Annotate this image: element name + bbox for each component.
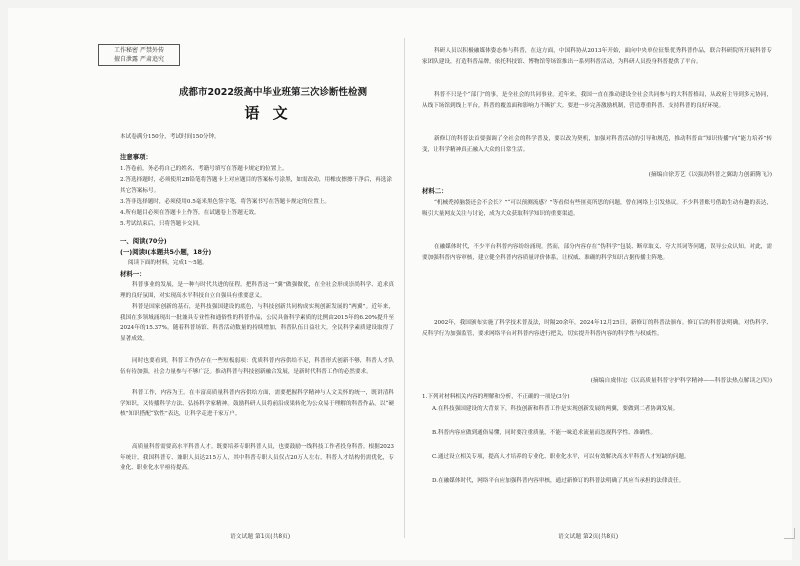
page-left (8, 8, 400, 560)
page-divider (404, 38, 405, 538)
source-citation: (摘编自徐芳艺《以强劲科普之翼助力创新腾飞》) (648, 172, 772, 178)
subsection-heading: (一)阅读Ⅰ(本题共5小题，18分) (120, 248, 212, 256)
notice-heading: 注意事项： (120, 153, 152, 161)
paragraph: 2002年，我国颁布实施了科学技术普及法，时隔20余年，2024年12月25日，新修订的科普法颁布。修订后的科普法明确，对伪科学、反科学行为加强监管，要求网络平台对科普内容进行把关，切实提升科普内容的科学性与权威性。 (422, 320, 772, 337)
paragraph: 高质量科普需要高水平科普人才。既要培养专职科普人员，也要鼓励一线科技工作者投身科普。根据2023年统计，我国科普专、兼职人员达215万人，其中科普专职人员仅占20万人左右，科普人才结构仍需优化，专业化、职业化水平亟待提高。 (120, 444, 394, 472)
option-b: B.科普内容应做到通俗易懂，同时要注重质量，不能一味追求流量而忽视科学性、准确性。 (432, 430, 657, 436)
source-citation: (摘编自虞伟宏《以高质量科普守护科学精神——科普法热点解读之四》) (590, 378, 772, 384)
notice-item: 5.考试结束后，只将答题卡交回。 (120, 221, 204, 227)
notice-item: 1.答卷前，务必将自己的姓名、考籍号填写在答题卡规定的位置上。 (120, 166, 288, 172)
paragraph: 科普事业的发展，是一种与时代共进的征程。把科普这一“翼”做强做优，在全社会形成崇尚科学、追求真理的良好氛围，对实现高水平科技自立自强具有重要意义。 (120, 282, 394, 299)
notice-item: 3.答非选择题时，必须使用0.5毫米黑色签字笔，将答案书写在答题卡规定的位置上。 (120, 199, 331, 205)
instruction-text: 阅读下面的材料，完成1～5题。 (128, 260, 208, 266)
paragraph: 同时也要看到，科普工作仍存在一些短板弱项：优质科普内容供给不足，科普形式创新不够，科普人才队伍有待加强，社会力量参与不够广泛。推动科普与科技创新融合发展，是新时代科普工作的必然要求。 (120, 358, 394, 375)
subject-title: 语 文 (244, 104, 292, 122)
stamp-line-1: 工作秘密 严禁外传 (114, 47, 164, 54)
section-heading: 一、阅读(70分) (120, 237, 167, 245)
paragraph: “机械秃掉脑袋还会不会长？”“可以预测流感？”等看似有些匪夷所思的问题，曾在网络上引发热议。不少科普账号借助生动有趣的表达，吸引大量网友关注与讨论，成为大众获取科学知识的重要渠道。 (422, 200, 772, 217)
option-c: C.通过设立相关专项，提高人才培养的专业化、职业化水平，可以有效解决高水平科普人才短缺的问题。 (432, 454, 690, 460)
paragraph: 在融媒体时代，不少平台科普内容纷纷涌现。然而，部分内容存在“伪科学”包装、断章取义、夸大其词等问题，误导公众认知。对此，需要加强科普内容审核，建立健全科普内容质量评价体系，让权威、准确的科学知识占据传播主阵地。 (422, 244, 772, 261)
exam-sheet (8, 8, 792, 560)
paragraph: 新修订的科普法首要强调了全社会的科学普及，要以改为契机，加强对科普活动的引导和规范，推动科普由“知识传播”向“能力培养”转变，让科学精神真正融入大众的日常生活。 (422, 136, 772, 153)
stamp-line-2: 擅自泄露 严肃追究 (114, 56, 164, 63)
option-a: A.在科技强国建设的大背景下，科技创新和科普工作是实现创新发展的两翼，要做到二者协调发展。 (432, 406, 679, 412)
intro-text: 本试卷满分150分，考试时间150分钟。 (120, 134, 220, 140)
notice-item: 2.答选择题时，必须使用2B铅笔将答题卡上对应题目的答案标号涂黑，如需改动，用橡皮擦擦干净后，再选涂其它答案标号。 (120, 177, 392, 194)
paragraph: 科研人员以积极融媒体姿态参与科普，在这方面，中国科协从2013年开始，面向中央单位征集优秀科普作品，联合科研院所开展科普专家团队建设，打造科普品牌，依托科技馆、博物馆等场馆推出一系列科普活动，为科研人员投身科普提供了平台。 (422, 48, 772, 65)
paragraph: 科普是国家创新的基石，是科技强国建设的底色，与科技创新共同构成实现创新发展的“两翼”。近年来，我国在多领域涌现出一批兼具专业性和通俗性的科普作品，公民具备科学素质的比例由2015年的6.20%提升至2024年的15.37%。随着科普场馆、科普活动数量的持续增加，科普队伍日益壮大，全民科学素质建设取得了显著成效。 (120, 304, 394, 342)
material-label: 材料一： (120, 270, 146, 278)
crop-mark (784, 528, 795, 539)
page-footer: 语文试题 第2页(共8页) (558, 534, 619, 540)
question-1: 1.下列对材料相关内容的理解和分析，不正确的一项是(3分) (422, 394, 570, 400)
page-footer: 语文试题 第1页(共8页) (230, 534, 291, 540)
confidential-stamp (98, 44, 180, 66)
option-d: D.在融媒体时代，网络平台应加强科普内容审核，通过新修订的科普法明确了其应当承担的法律责任。 (432, 478, 685, 484)
notice-item: 4.所有题目必须在答题卡上作答，在试题卷上答题无效。 (120, 210, 260, 216)
exam-title: 成都市2022级高中毕业班第三次诊断性检测 (179, 87, 367, 98)
material-label: 材料二： (422, 187, 448, 195)
paragraph: 科普不只是个“部门”的事，是全社会的共同事业。近年来，我国一直在推动建设全社会共同参与的大科普格局，从政府主导到多元协同，从线下场馆到线上平台，科普的覆盖面和影响力不断扩大。要进一步完善激励机制，营造尊重科普、支持科普的良好环境。 (422, 92, 772, 109)
paragraph: 科普工作，内容为王。在丰富高质量科普内容供给方面，需要把握科学精神与人文关怀的统一，既讲清科学知识，又传播科学方法、弘扬科学家精神。鼓励科研人员将前沿成果转化为公众易于理解的科普作品，以“硬核”知识搭配“软性”表达，让科学走进千家万户。 (120, 390, 394, 418)
page-right (408, 8, 792, 560)
